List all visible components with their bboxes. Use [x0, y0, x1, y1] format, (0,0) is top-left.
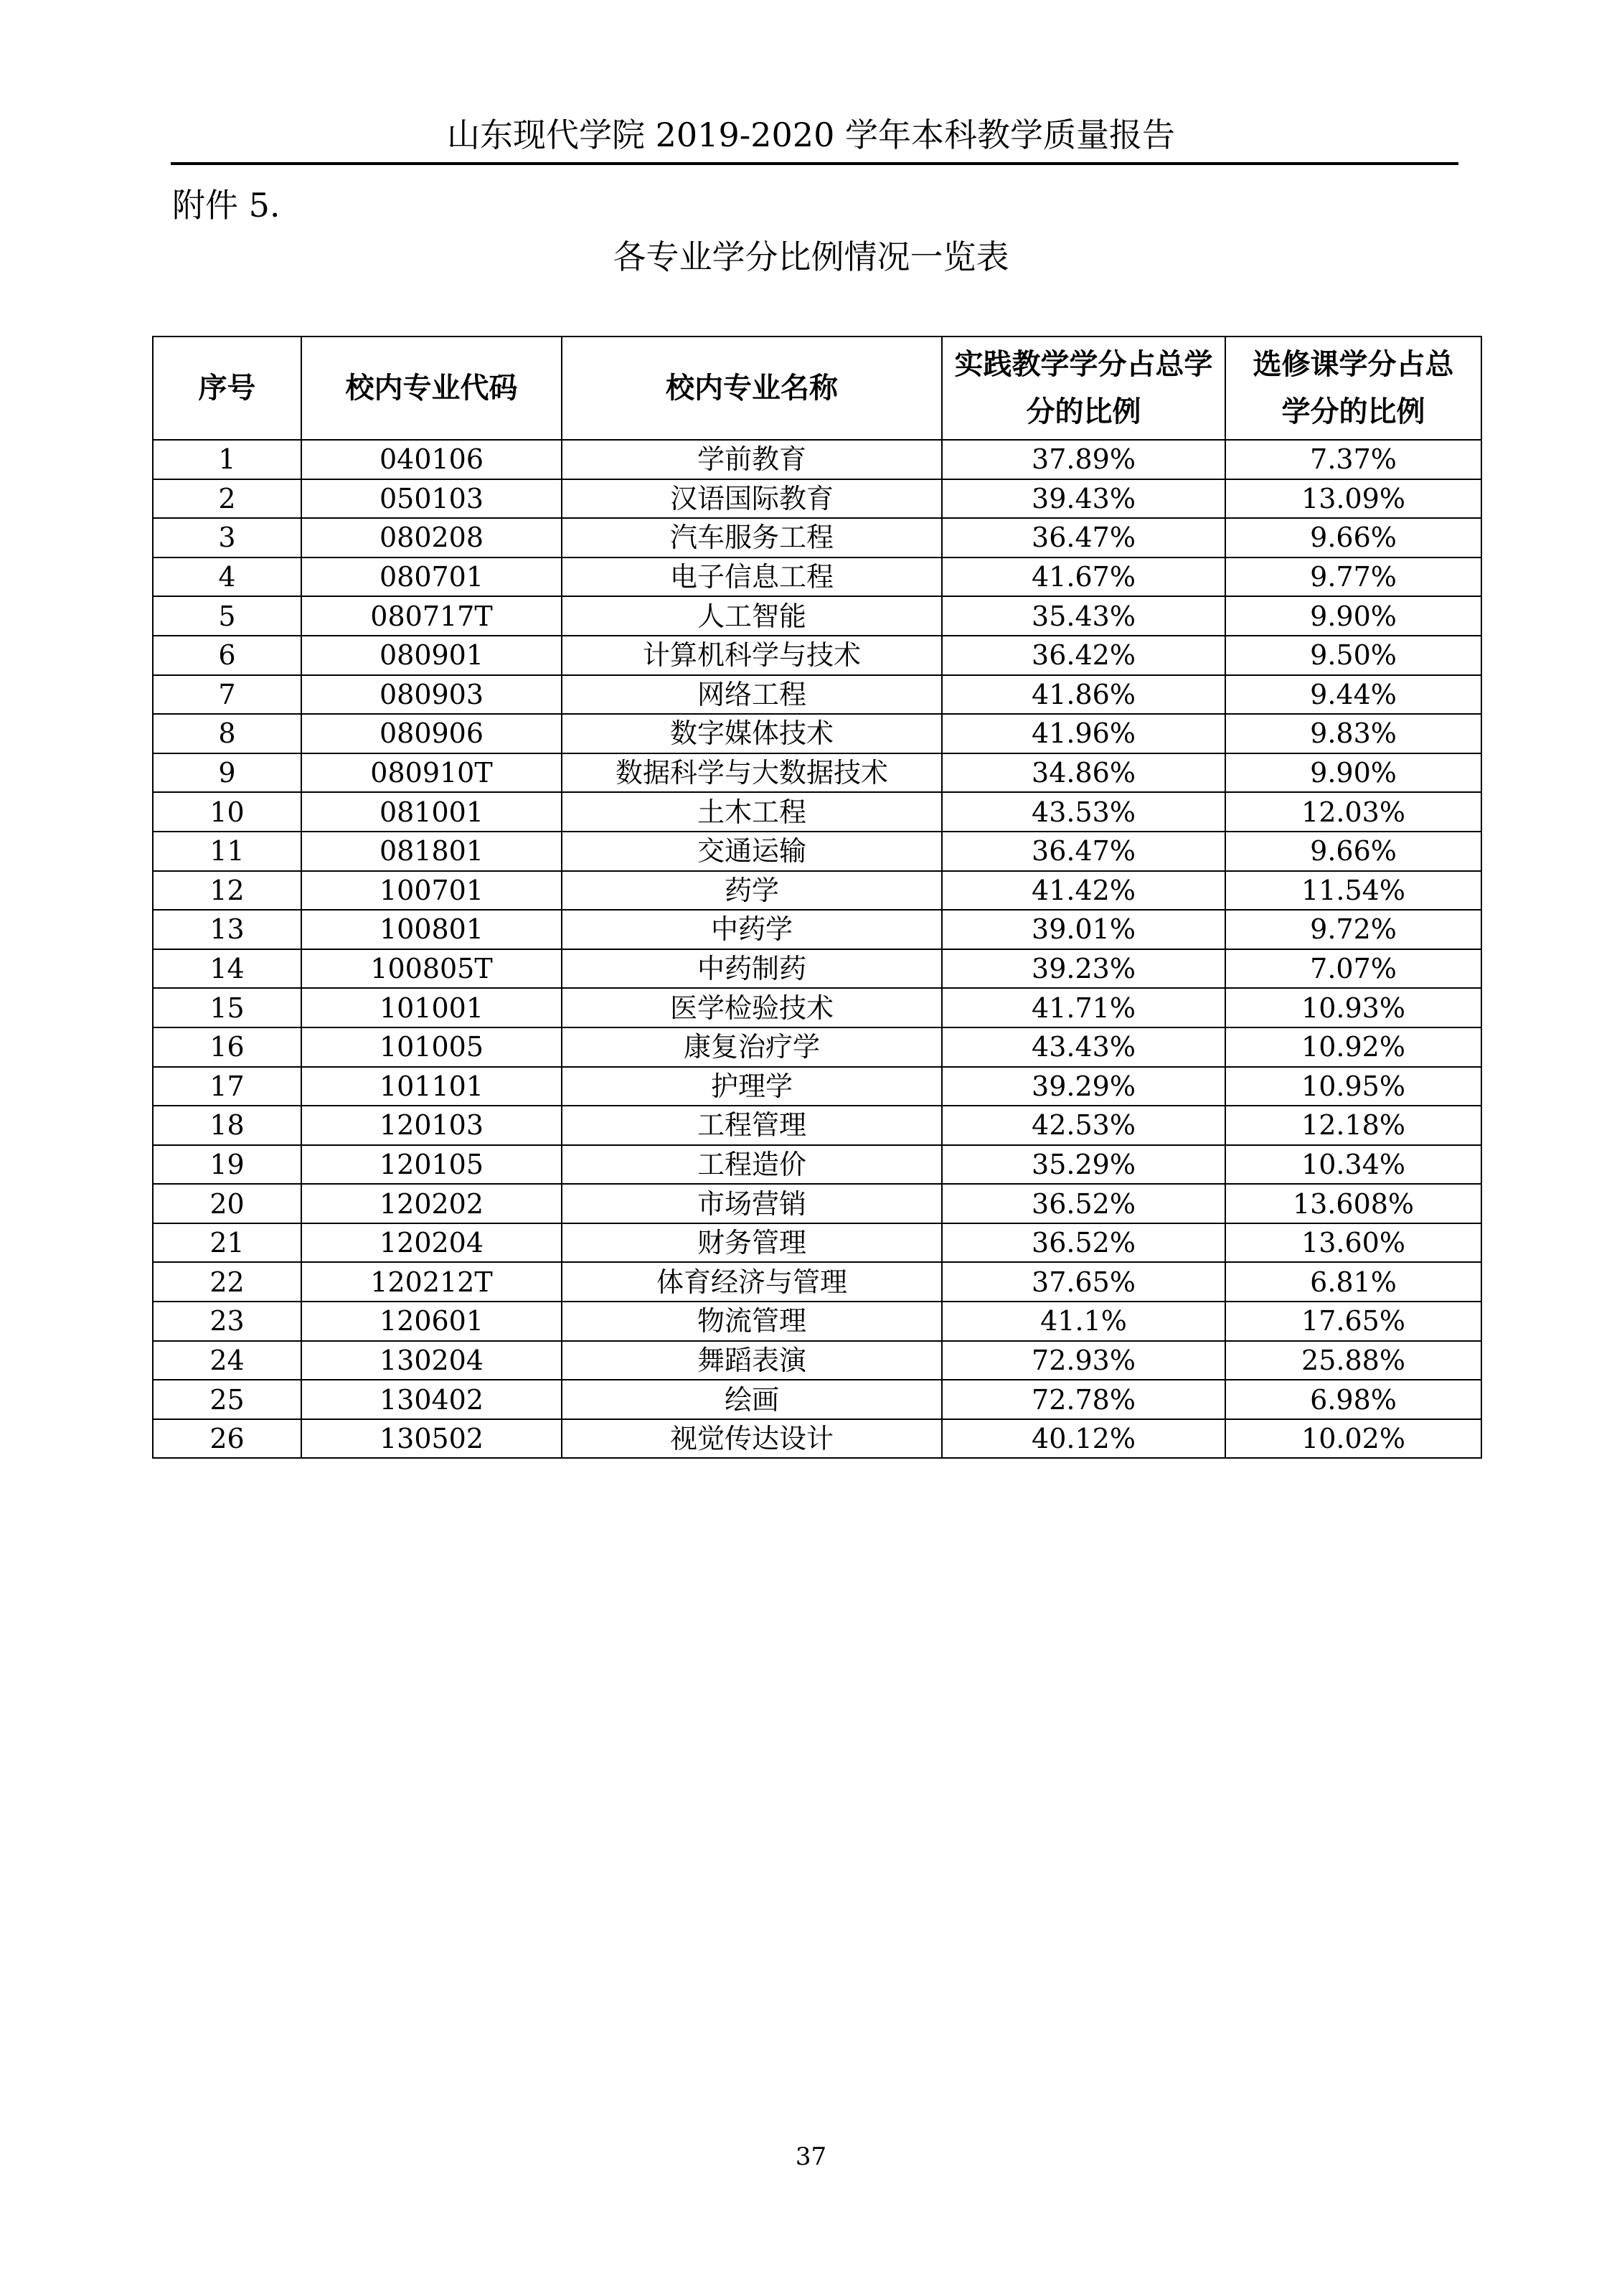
table-row	[153, 714, 1481, 753]
cell-major-name: 中药制药	[562, 949, 942, 989]
cell-major-name: 电子信息工程	[562, 557, 942, 597]
table-row	[153, 1184, 1481, 1223]
cell-index: 8	[153, 714, 301, 753]
cell-index: 2	[153, 479, 301, 519]
cell-elective-ratio: 10.34%	[1225, 1145, 1481, 1185]
cell-index: 24	[153, 1341, 301, 1380]
cell-major-name: 工程管理	[562, 1106, 942, 1145]
cell-major-code: 050103	[301, 479, 562, 519]
table-row	[153, 636, 1481, 675]
cell-practice-ratio: 36.52%	[942, 1223, 1225, 1263]
cell-major-code: 081801	[301, 832, 562, 871]
cell-major-name: 汉语国际教育	[562, 479, 942, 519]
cell-practice-ratio: 39.23%	[942, 949, 1225, 989]
cell-elective-ratio: 9.66%	[1225, 832, 1481, 871]
cell-index: 16	[153, 1027, 301, 1067]
cell-index: 15	[153, 988, 301, 1027]
cell-practice-ratio: 41.1%	[942, 1302, 1225, 1341]
cell-index: 6	[153, 636, 301, 675]
cell-elective-ratio: 10.02%	[1225, 1419, 1481, 1459]
cell-major-name: 绘画	[562, 1380, 942, 1419]
cell-major-code: 101005	[301, 1027, 562, 1067]
cell-major-code: 101001	[301, 988, 562, 1027]
cell-major-code: 080910T	[301, 753, 562, 793]
cell-elective-ratio: 9.72%	[1225, 910, 1481, 949]
cell-major-name: 工程造价	[562, 1145, 942, 1185]
cell-major-name: 市场营销	[562, 1184, 942, 1223]
table-row	[153, 1145, 1481, 1185]
cell-practice-ratio: 72.78%	[942, 1380, 1225, 1419]
cell-major-code: 080717T	[301, 596, 562, 636]
cell-major-code: 130402	[301, 1380, 562, 1419]
table-row	[153, 1067, 1481, 1106]
table-row	[153, 988, 1481, 1027]
cell-elective-ratio: 6.81%	[1225, 1262, 1481, 1302]
cell-major-name: 医学检验技术	[562, 988, 942, 1027]
cell-major-code: 080901	[301, 636, 562, 675]
table-header	[153, 337, 1481, 440]
table-row	[153, 1302, 1481, 1341]
table-row	[153, 1380, 1481, 1419]
column-header-elective-ratio: 选修课学分占总学分的比例	[1225, 337, 1481, 440]
table-row	[153, 557, 1481, 597]
cell-practice-ratio: 41.42%	[942, 871, 1225, 911]
cell-elective-ratio: 9.90%	[1225, 753, 1481, 793]
cell-major-code: 100801	[301, 910, 562, 949]
cell-major-name: 物流管理	[562, 1302, 942, 1341]
cell-index: 1	[153, 440, 301, 479]
cell-practice-ratio: 39.29%	[942, 1067, 1225, 1106]
cell-index: 23	[153, 1302, 301, 1341]
cell-major-code: 101101	[301, 1067, 562, 1106]
cell-major-name: 土木工程	[562, 792, 942, 832]
cell-elective-ratio: 11.54%	[1225, 871, 1481, 911]
cell-elective-ratio: 9.66%	[1225, 518, 1481, 557]
cell-practice-ratio: 39.43%	[942, 479, 1225, 519]
cell-elective-ratio: 10.93%	[1225, 988, 1481, 1027]
cell-index: 18	[153, 1106, 301, 1145]
column-header-major-code: 校内专业代码	[301, 337, 562, 440]
header-divider	[171, 162, 1458, 165]
cell-index: 13	[153, 910, 301, 949]
cell-elective-ratio: 7.37%	[1225, 440, 1481, 479]
table-row	[153, 753, 1481, 793]
cell-index: 10	[153, 792, 301, 832]
cell-index: 11	[153, 832, 301, 871]
cell-major-code: 120202	[301, 1184, 562, 1223]
column-header-index: 序号	[153, 337, 301, 440]
cell-major-code: 040106	[301, 440, 562, 479]
cell-practice-ratio: 41.86%	[942, 675, 1225, 715]
table-row	[153, 792, 1481, 832]
cell-practice-ratio: 43.43%	[942, 1027, 1225, 1067]
cell-elective-ratio: 13.60%	[1225, 1223, 1481, 1263]
report-header-title: 山东现代学院 2019-2020 学年本科教学质量报告	[447, 116, 1175, 154]
cell-major-code: 100701	[301, 871, 562, 911]
cell-major-name: 数字媒体技术	[562, 714, 942, 753]
cell-index: 3	[153, 518, 301, 557]
cell-major-name: 网络工程	[562, 675, 942, 715]
table-row	[153, 1027, 1481, 1067]
cell-major-code: 120105	[301, 1145, 562, 1185]
table-row	[153, 1223, 1481, 1263]
cell-major-code: 080701	[301, 557, 562, 597]
cell-elective-ratio: 9.44%	[1225, 675, 1481, 715]
table-row	[153, 832, 1481, 871]
cell-major-name: 中药学	[562, 910, 942, 949]
cell-practice-ratio: 36.47%	[942, 518, 1225, 557]
cell-practice-ratio: 36.42%	[942, 636, 1225, 675]
cell-major-name: 药学	[562, 871, 942, 911]
table-row	[153, 440, 1481, 479]
cell-index: 17	[153, 1067, 301, 1106]
cell-practice-ratio: 36.47%	[942, 832, 1225, 871]
cell-major-code: 080906	[301, 714, 562, 753]
cell-major-code: 120103	[301, 1106, 562, 1145]
table-row	[153, 910, 1481, 949]
cell-major-name: 护理学	[562, 1067, 942, 1106]
cell-practice-ratio: 37.65%	[942, 1262, 1225, 1302]
column-header-practice-ratio: 实践教学学分占总学分的比例	[942, 337, 1225, 440]
cell-index: 14	[153, 949, 301, 989]
cell-practice-ratio: 43.53%	[942, 792, 1225, 832]
cell-major-code: 120601	[301, 1302, 562, 1341]
cell-major-code: 130502	[301, 1419, 562, 1459]
cell-major-name: 交通运输	[562, 832, 942, 871]
cell-practice-ratio: 35.29%	[942, 1145, 1225, 1185]
cell-elective-ratio: 10.95%	[1225, 1067, 1481, 1106]
cell-practice-ratio: 39.01%	[942, 910, 1225, 949]
cell-major-name: 计算机科学与技术	[562, 636, 942, 675]
cell-index: 5	[153, 596, 301, 636]
table-row	[153, 1419, 1481, 1459]
cell-major-name: 视觉传达设计	[562, 1419, 942, 1459]
cell-practice-ratio: 34.86%	[942, 753, 1225, 793]
table-row	[153, 675, 1481, 715]
table-row	[153, 1341, 1481, 1380]
cell-index: 4	[153, 557, 301, 597]
cell-index: 9	[153, 753, 301, 793]
cell-elective-ratio: 12.18%	[1225, 1106, 1481, 1145]
cell-index: 20	[153, 1184, 301, 1223]
cell-practice-ratio: 41.71%	[942, 988, 1225, 1027]
cell-major-name: 数据科学与大数据技术	[562, 753, 942, 793]
cell-practice-ratio: 42.53%	[942, 1106, 1225, 1145]
cell-major-name: 财务管理	[562, 1223, 942, 1263]
header-row	[153, 337, 1481, 440]
cell-elective-ratio: 13.608%	[1225, 1184, 1481, 1223]
cell-elective-ratio: 9.50%	[1225, 636, 1481, 675]
cell-major-name: 康复治疗学	[562, 1027, 942, 1067]
cell-index: 25	[153, 1380, 301, 1419]
table-title: 各专业学分比例情况一览表	[613, 237, 1009, 276]
cell-elective-ratio: 9.77%	[1225, 557, 1481, 597]
cell-major-code: 080208	[301, 518, 562, 557]
cell-major-name: 舞蹈表演	[562, 1341, 942, 1380]
cell-practice-ratio: 37.89%	[942, 440, 1225, 479]
cell-major-code: 130204	[301, 1341, 562, 1380]
cell-practice-ratio: 41.96%	[942, 714, 1225, 753]
cell-practice-ratio: 72.93%	[942, 1341, 1225, 1380]
cell-practice-ratio: 41.67%	[942, 557, 1225, 597]
table-row	[153, 949, 1481, 989]
cell-major-name: 体育经济与管理	[562, 1262, 942, 1302]
table-row	[153, 479, 1481, 519]
cell-elective-ratio: 6.98%	[1225, 1380, 1481, 1419]
cell-elective-ratio: 25.88%	[1225, 1341, 1481, 1380]
cell-index: 19	[153, 1145, 301, 1185]
cell-index: 26	[153, 1419, 301, 1459]
cell-elective-ratio: 12.03%	[1225, 792, 1481, 832]
column-header-major-name: 校内专业名称	[562, 337, 942, 440]
cell-major-code: 120204	[301, 1223, 562, 1263]
cell-practice-ratio: 36.52%	[942, 1184, 1225, 1223]
cell-major-name: 汽车服务工程	[562, 518, 942, 557]
cell-index: 22	[153, 1262, 301, 1302]
cell-elective-ratio: 17.65%	[1225, 1302, 1481, 1341]
cell-practice-ratio: 35.43%	[942, 596, 1225, 636]
table-row	[153, 1262, 1481, 1302]
cell-elective-ratio: 9.83%	[1225, 714, 1481, 753]
cell-elective-ratio: 9.90%	[1225, 596, 1481, 636]
credit-ratio-table	[152, 336, 1482, 1459]
table-row	[153, 871, 1481, 911]
cell-major-code: 080903	[301, 675, 562, 715]
cell-practice-ratio: 40.12%	[942, 1419, 1225, 1459]
cell-index: 21	[153, 1223, 301, 1263]
cell-major-name: 人工智能	[562, 596, 942, 636]
page-number: 37	[795, 2142, 827, 2171]
cell-major-name: 学前教育	[562, 440, 942, 479]
table-body	[153, 440, 1481, 1458]
table-row	[153, 1106, 1481, 1145]
cell-major-code: 100805T	[301, 949, 562, 989]
attachment-label: 附件 5.	[172, 186, 280, 225]
cell-major-code: 120212T	[301, 1262, 562, 1302]
cell-elective-ratio: 7.07%	[1225, 949, 1481, 989]
cell-elective-ratio: 13.09%	[1225, 479, 1481, 519]
table-row	[153, 596, 1481, 636]
cell-major-code: 081001	[301, 792, 562, 832]
cell-elective-ratio: 10.92%	[1225, 1027, 1481, 1067]
cell-index: 12	[153, 871, 301, 911]
cell-index: 7	[153, 675, 301, 715]
table-row	[153, 518, 1481, 557]
